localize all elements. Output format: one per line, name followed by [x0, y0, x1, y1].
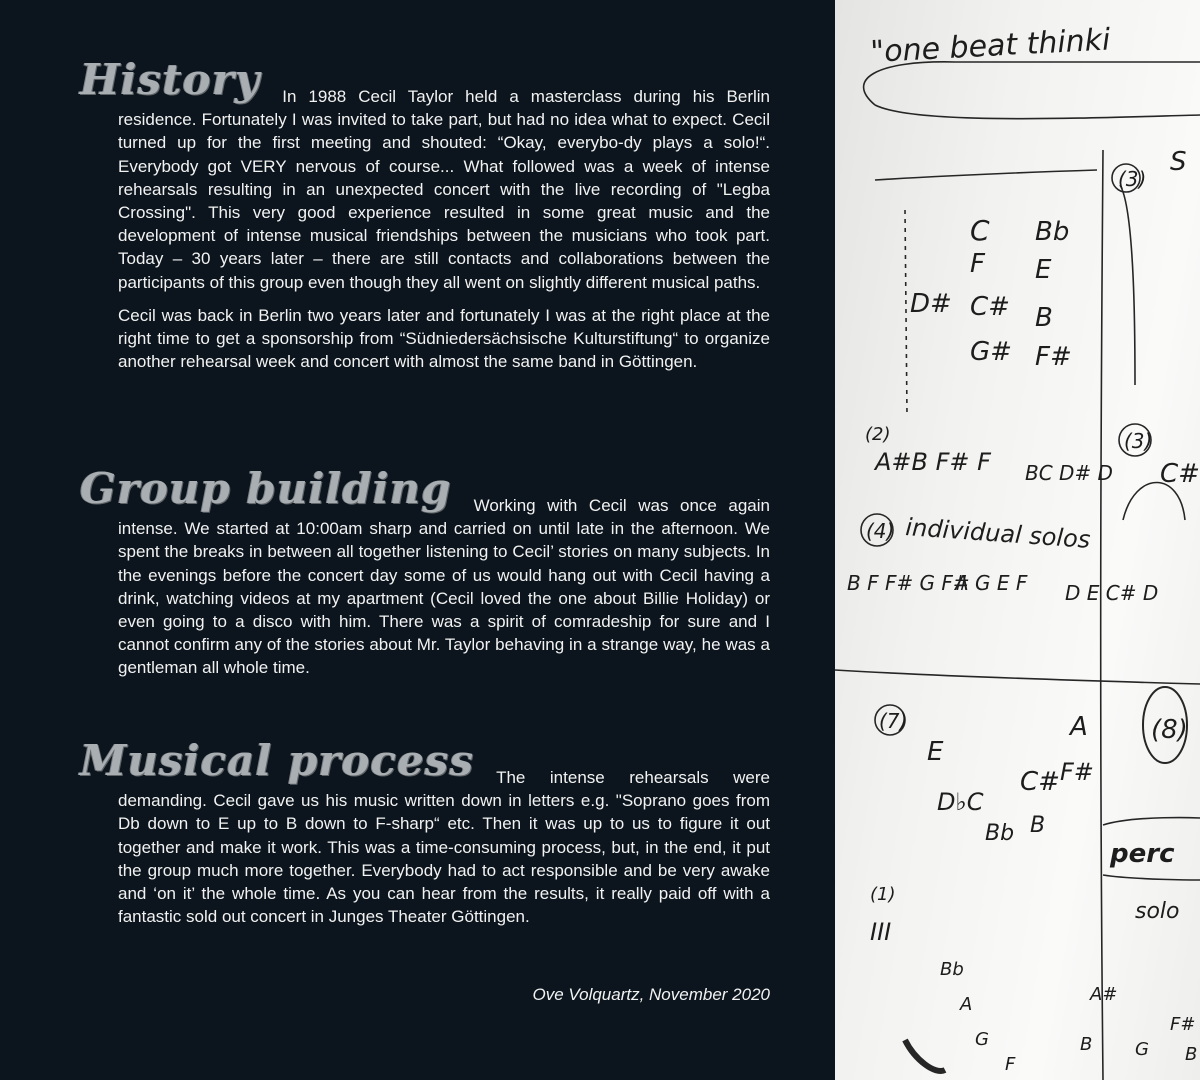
score-note: F#: [1170, 1014, 1196, 1035]
score-note: B: [1185, 1044, 1198, 1065]
score-note: C: [970, 214, 990, 247]
section-group-building: [80, 464, 770, 680]
score-note: individual solos: [904, 513, 1092, 554]
score-note: D E C# D: [1065, 581, 1159, 605]
score-note: E: [1035, 255, 1052, 285]
section-heading: Group building: [80, 464, 452, 513]
score-note: F#: [1035, 342, 1072, 372]
score-note: Bb: [1035, 217, 1070, 247]
section-paragraph: Working with Cecil was once again intense. We started at 10:00am sharp and carried on until late in the afternoon. We spent the breaks in between all together listening to Cecil’ stories on many subjects. In the evenings before the concert day some of us would hang out with Cecil having a drink, watching videos at my apartment (Cecil loved the one about Billie Holiday) or even going to a disco with him. There was a spirit of comradeship for sure and I cannot confirm any of the stories about Mr. Taylor behaving in a strange way, he was a gentleman all whole time.: [118, 496, 770, 678]
score-note: perc: [1110, 839, 1175, 869]
section-heading: History: [80, 55, 261, 104]
handwritten-score-photo: [835, 0, 1200, 1080]
score-note: A: [1070, 712, 1088, 742]
section-heading: Musical process: [80, 736, 475, 785]
section-paragraph: Cecil was back in Berlin two years later and fortunately I was at the right place at the right time to get a sponsorship from “Südniedersächsische Kulturstiftung“ to organize another rehearsal week and concert with almost the same band in Göttingen.: [118, 305, 770, 372]
score-note: B: [1080, 1034, 1093, 1055]
score-note: F: [1005, 1054, 1016, 1075]
section-history: [80, 55, 770, 373]
score-note: S: [1170, 147, 1187, 177]
score-note: BC D# D: [1025, 461, 1113, 485]
score-note: A#B F# F: [875, 448, 991, 476]
score-note: B: [1035, 303, 1053, 333]
section-paragraph: In 1988 Cecil Taylor held a masterclass during his Berlin residence. Fortunately I was invited to take part, but had no idea what to expect. Cecil turned up for the first meeting and shouted: “Okay, everybo-dy plays a solo!“. Everybody got VERY nervous of course... What followed was a week of intense rehearsals resulting in an unexpected concert with the live recording of "Legba Crossing". This very good experience resulted in some great music and the development of intense musical friendships between the musicians who took part. Today – 30 years later – there are still contacts and collaborations between the participants of this group even though they all went on slightly different musical paths.: [118, 87, 770, 292]
section-musical-process: [80, 736, 770, 928]
score-note: (3): [1124, 429, 1153, 453]
score-note: III: [870, 918, 892, 946]
score-note: (4): [866, 519, 895, 543]
score-note: A: [960, 994, 973, 1015]
score-note: G: [1135, 1039, 1149, 1060]
score-note: Bb: [940, 959, 964, 980]
section-paragraph: The intense rehearsals were demanding. Cecil gave us his music written down in letters e.g. "Soprano goes from Db down to E up to B down to F-sharp“ etc. Then it was up to us to figure it out together and make it work. This was a time-consuming process, but, in the end, it put the group much more together. Everybody had to act responsible and be very awake and ‘on it’ the whole time. As you can hear from the results, it really paid off with a fantastic sold out concert in Junges Theater Göttingen.: [118, 768, 770, 927]
score-note: Bb: [985, 821, 1015, 846]
score-sketch: [835, 0, 1200, 1080]
score-note: G#: [970, 337, 1012, 367]
score-note: F#: [1060, 758, 1094, 786]
score-note: F: [970, 249, 985, 279]
score-note: B: [1030, 813, 1046, 838]
score-note: C#: [970, 292, 1010, 322]
score-note: A G E F: [955, 571, 1028, 595]
signature: Ove Volquartz, November 2020: [532, 985, 770, 1004]
score-note: (2): [865, 424, 891, 445]
score-note: A#: [1090, 984, 1118, 1005]
score-note: E: [927, 737, 944, 767]
score-note: G: [975, 1029, 989, 1050]
score-note: (7): [879, 709, 908, 733]
score-note: "one beat thinki: [869, 22, 1112, 70]
score-note: D♭C: [937, 788, 984, 816]
score-note: C#: [1160, 459, 1200, 489]
score-note: (1): [870, 884, 896, 905]
score-note: D#: [910, 289, 952, 319]
score-note: B F F# G F#: [847, 571, 970, 595]
score-note: C#: [1020, 767, 1060, 797]
score-note: (8): [1151, 715, 1188, 745]
score-note: (3): [1118, 167, 1147, 191]
score-note: solo: [1135, 899, 1180, 924]
